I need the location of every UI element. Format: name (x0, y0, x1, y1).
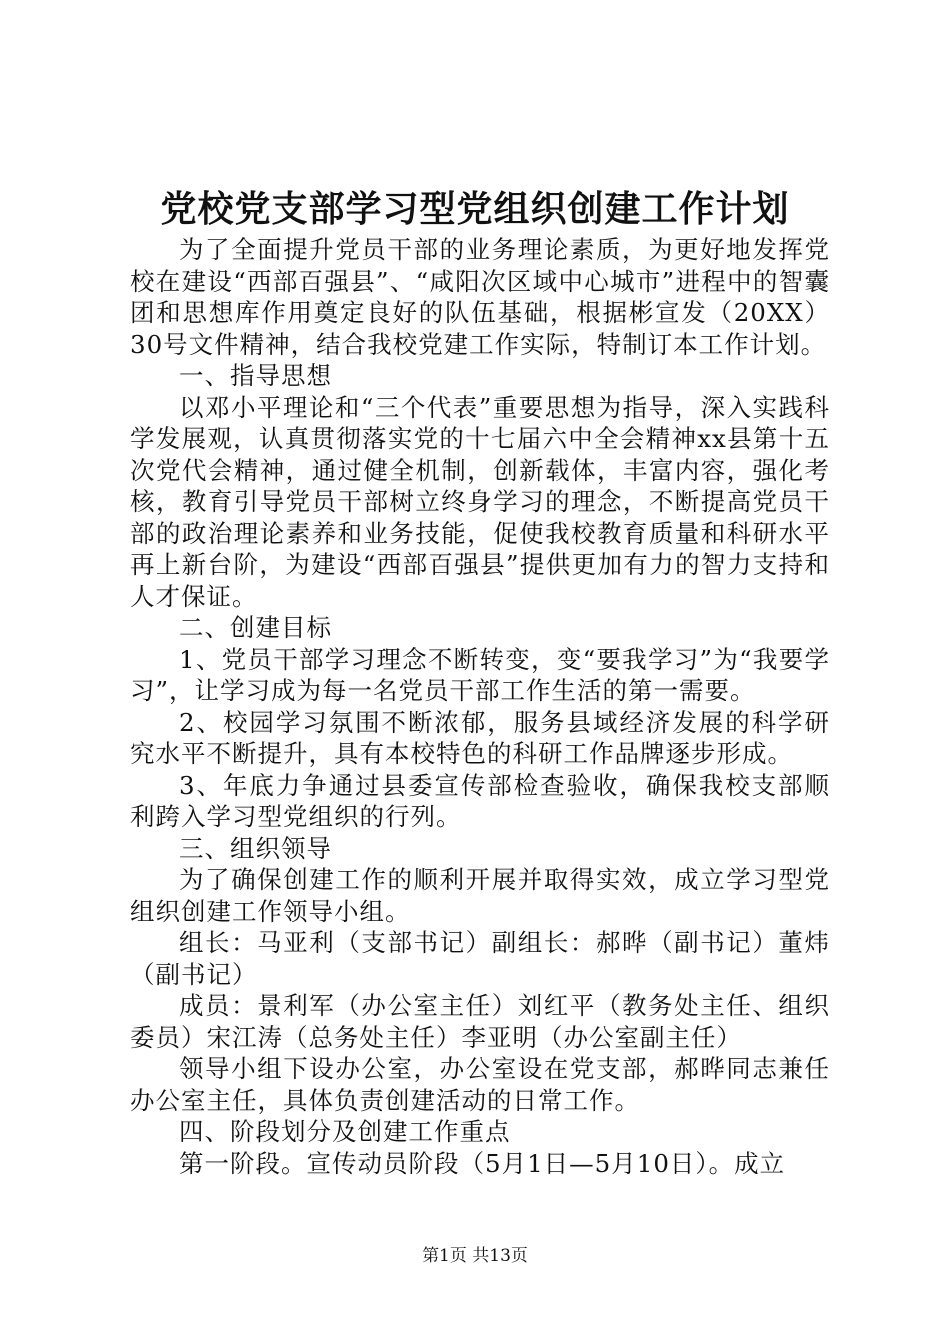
page-footer: 第1页 共13页 (422, 1246, 528, 1266)
paragraph-group-members: 成员：景利军（办公室主任）刘红平（教务处主任、组织委员）宋江涛（总务处主任）李亚明（办公室副主任） (130, 991, 830, 1052)
section-heading-goals: 二、创建目标 (179, 613, 332, 642)
section-heading-leadership: 三、组织领导 (179, 833, 332, 863)
document-body (130, 234, 830, 1179)
paragraph-leadership-intro: 为了确保创建工作的顺利开展并取得实效，成立学习型党组织创建工作领导小组。 (130, 865, 830, 926)
section-heading-stages: 四、阶段划分及创建工作重点 (179, 1117, 511, 1146)
paragraph-group-leaders: 组长：马亚利（支部书记）副组长：郝晔（副书记）董炜（副书记） (130, 928, 830, 989)
paragraph-goal-2: 2、校园学习氛围不断浓郁，服务县域经济发展的科学研究水平不断提升，具有本校特色的科研工作品牌逐步形成。 (130, 707, 830, 768)
paragraph-goal-3: 3、年底力争通过县委宣传部检查验收，确保我校支部顺利跨入学习型党组织的行列。 (130, 770, 830, 831)
paragraph-intro: 为了全面提升党员干部的业务理论素质，为更好地发挥党校在建设“西部百强县”、“咸阳次区域中心城市”进程中的智囊团和思想库作用奠定良好的队伍基础，根据彬宣发（20XX）30号文件精神，结合我校党建工作实际，特制订本工作计划。 (130, 235, 830, 359)
paragraph-office: 领导小组下设办公室，办公室设在党支部，郝晔同志兼任办公室主任，具体负责创建活动的日常工作。 (130, 1054, 830, 1115)
section-heading-guiding-thought: 一、指导思想 (179, 361, 332, 390)
paragraph-goal-1: 1、党员干部学习理念不断转变，变“要我学习”为“我要学习”，让学习成为每一名党员干部工作生活的第一需要。 (130, 644, 830, 705)
document-title: 党校党支部学习型党组织创建工作计划 (160, 188, 790, 230)
paragraph-guiding-thought: 以邓小平理论和“三个代表”重要思想为指导，深入实践科学发展观，认真贯彻落实党的十七届六中全会精神xx县第十五次党代会精神，通过健全机制，创新载体，丰富内容，强化考核，教育引导党员干部树立终身学习的理念，不断提高党员干部的政治理论素养和业务技能，促使我校教育质量和科研水平再上新台阶，为建设“西部百强县”提供更加有力的智力支持和人才保证。 (130, 392, 830, 611)
paragraph-stage-1: 第一阶段。宣传动员阶段（5月1日—5月10日）。成立 (179, 1148, 786, 1178)
